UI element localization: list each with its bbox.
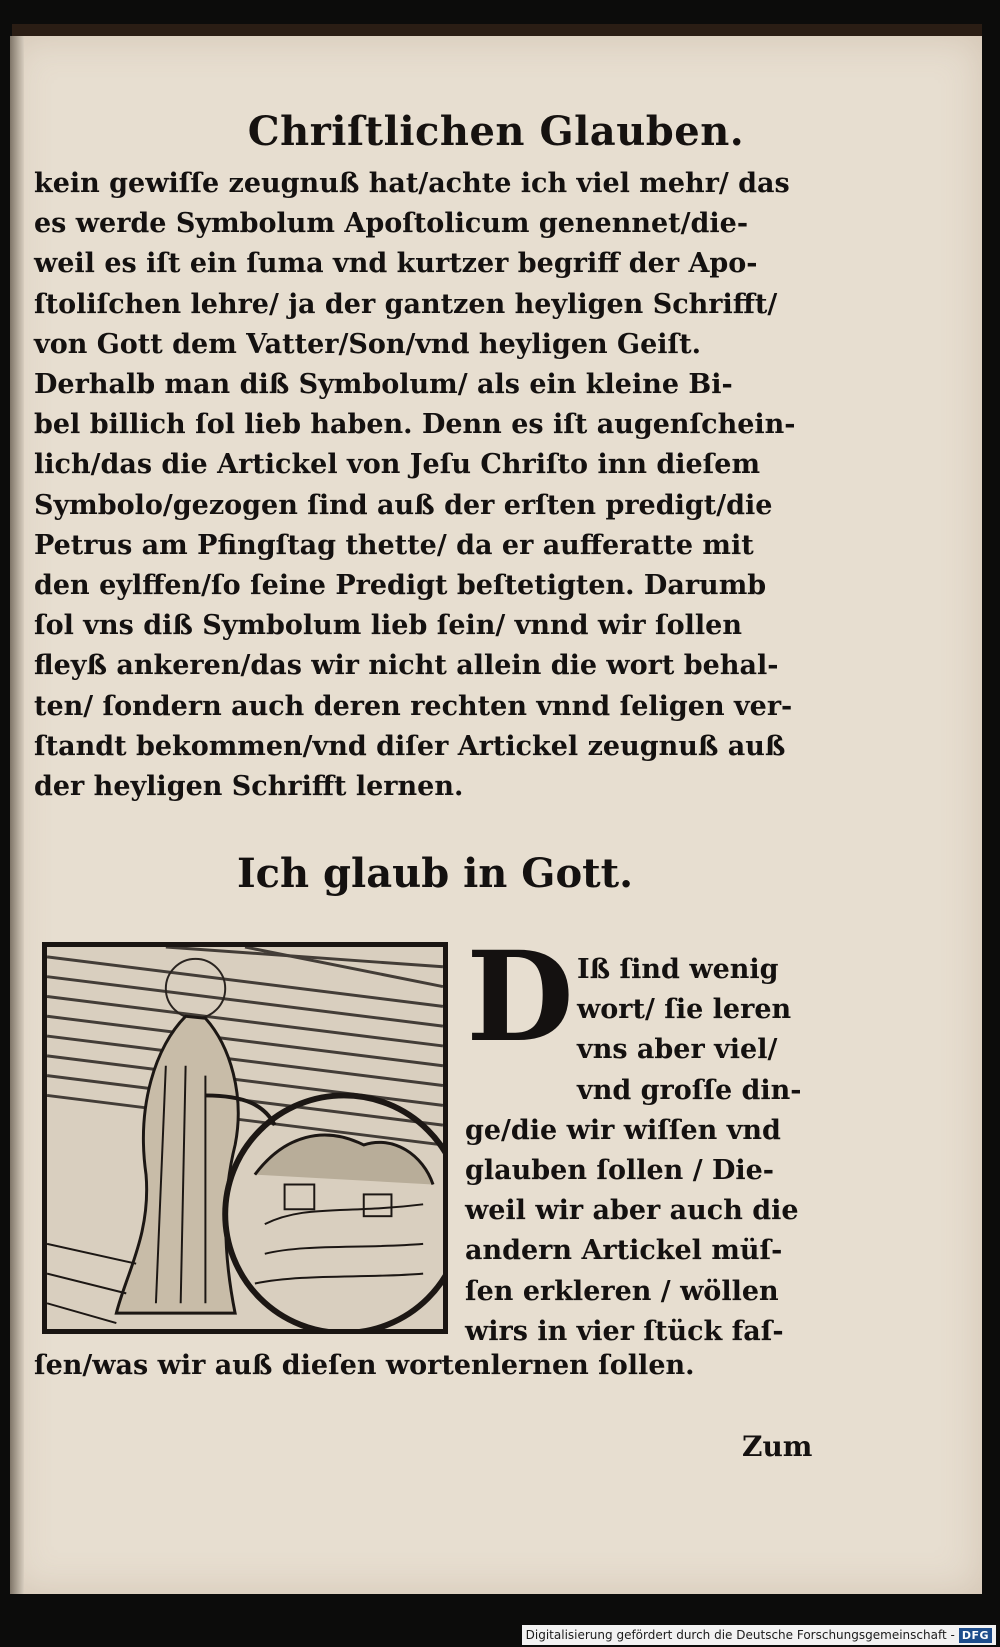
text-line: bel billich ſol lieb haben. Denn es iſt augenſchein-: [34, 409, 796, 441]
text-line: lich/das die Artickel von Jeſu Chriſto inn dieſem: [34, 449, 761, 481]
right-column-text: [465, 950, 845, 1352]
footer-text: Digitalisierung gefördert durch die Deutsche Forschungsgemeinschaft -: [525, 1628, 955, 1642]
decorated-initial: D: [466, 925, 574, 1070]
text-line: es werde Symbolum Apoſtolicum genennet/die-: [34, 208, 749, 240]
catchword: Zum: [742, 1430, 813, 1463]
text-line: ſtoliſchen lehre/ ja der gantzen heyligen Schrifft/: [34, 288, 778, 320]
book-page: [10, 36, 982, 1594]
text-line: andern Artickel müſ-: [465, 1235, 783, 1267]
text-line: fleyß ankeren/das wir nicht allein die wort behal-: [34, 650, 779, 682]
text-line: Derhalb man diß Symbolum/ als ein kleine Bi-: [34, 369, 733, 401]
body-text: [34, 164, 834, 807]
text-line: weil es iſt ein ſuma vnd kurtzer begriff der Apo-: [34, 248, 758, 280]
text-line: ten/ ſondern auch deren rechten vnnd ſeligen ver-: [34, 690, 793, 722]
text-line: Petrus am Pfingſtag thette/ da er aufferatte mit: [34, 529, 754, 561]
text-line: ſen erkleren / wöllen: [465, 1275, 779, 1307]
text-line: kein gewiſſe zeugnuß hat/achte ich viel mehr/ das: [34, 168, 790, 199]
text-line: ſol vns diß Symbolum lieb ſein/ vnnd wir ſollen: [34, 610, 742, 642]
text-line: der heyligen Schrifft lernen.: [34, 771, 464, 803]
text-line: den eylffen/ſo ſeine Predigt beſtetigten. Darumb: [34, 570, 767, 602]
running-head: Chriſtlichen Glauben.: [247, 108, 745, 155]
woodcut-drawing: [47, 947, 443, 1329]
text-line: ſen/was wir auß dieſen wortenlernen ſollen.: [34, 1350, 695, 1381]
text-line: von Gott dem Vatter/Son/vnd heyligen Geiſt.: [34, 328, 702, 360]
text-line: weil wir aber auch die: [465, 1195, 799, 1227]
text-line: glauben ſollen / Die-: [465, 1155, 775, 1187]
text-line: ſtandt bekommen/vnd diſer Artickel zeugnuß auß: [34, 730, 786, 762]
text-line: Iß ſind wenig: [577, 954, 779, 985]
text-line: wort/ ſie leren: [577, 994, 792, 1026]
section-heading: Ich glaub in Gott.: [236, 850, 634, 897]
text-line: ge/die wir wiſſen vnd: [465, 1114, 781, 1146]
text-line: Symbolo/gezogen ſind auß der erſten predigt/die: [34, 489, 773, 521]
text-line: wirs in vier ſtück faſ-: [465, 1315, 784, 1347]
dfg-logo[interactable]: DFG: [959, 1628, 992, 1643]
page-binding-edge: [10, 36, 24, 1594]
text-line: vnd groſſe din-: [577, 1074, 802, 1106]
text-line: vns aber viel/: [577, 1034, 778, 1066]
footer-credit: [522, 1625, 996, 1645]
woodcut-illustration: [42, 942, 448, 1334]
